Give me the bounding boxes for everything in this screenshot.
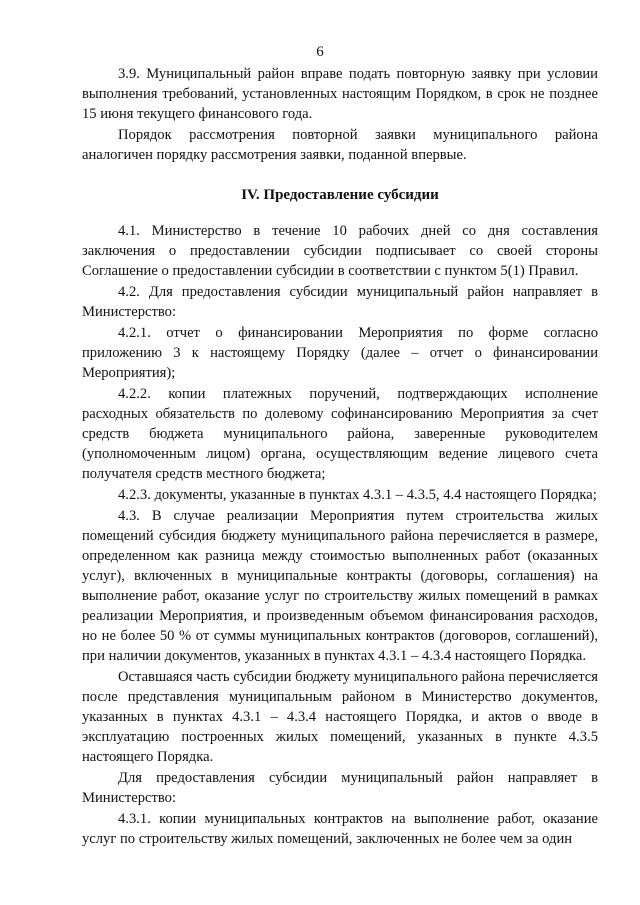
- paragraph-4-2-3: 4.2.3. документы, указанные в пунктах 4.3.1 – 4.3.5, 4.4 настоящего Порядка;: [118, 487, 597, 503]
- section-heading: IV. Предоставление субсидии: [241, 187, 439, 203]
- page-number: 6: [316, 44, 324, 60]
- paragraph-remaining-subsidy: Оставшаяся часть субсидии бюджету муниципального района перечисляется после представления муниципальным районом в Министерство документов, указанных в пунктах 4.3.1 – 4.3.4 настоящего Порядка, и актов о вводе в эксплуатацию построенных жилых помещений, указанных в пункте 4.3.5 настоящего Порядка.: [82, 669, 598, 765]
- paragraph-4-2-2: 4.2.2. копии платежных поручений, подтверждающих исполнение расходных обязательств по долевому софинансированию Мероприятия за счет средств бюджета муниципального района, заверенные руководителем (уполномоченным лицом) органа, осуществляющим ведение лицевого счета получателя средств местного бюджета;: [82, 386, 598, 482]
- paragraph-4-2-1: 4.2.1. отчет о финансировании Мероприятия по форме согласно приложению 3 к настоящему Порядку (далее – отчет о финансировании Мероприятия);: [82, 325, 598, 381]
- paragraph-4-2: 4.2. Для предоставления субсидии муниципальный район направляет в Министерство:: [82, 284, 598, 320]
- paragraph-repeat-application: Порядок рассмотрения повторной заявки муниципального района аналогичен порядку рассмотрения заявки, поданной впервые.: [82, 127, 598, 163]
- paragraph-3-9: 3.9. Муниципальный район вправе подать повторную заявку при условии выполнения требований, установленных настоящим Порядком, в срок не позднее 15 июня текущего финансового года.: [82, 66, 598, 122]
- paragraph-4-1: 4.1. Министерство в течение 10 рабочих дней со дня составления заключения о предоставлении субсидии подписывает со своей стороны Соглашение о предоставлении субсидии в соответствии с пунктом 5(1) Правил.: [82, 223, 598, 279]
- paragraph-4-3: 4.3. В случае реализации Мероприятия путем строительства жилых помещений субсидия бюджету муниципального района перечисляется в размере, определенном как разница между стоимостью выполненных работ (оказанных услуг), включенных в муниципальные контракты (договоры, соглашения) на выполнение работ, оказание услуг по строительству жилых помещений в рамках реализации Мероприятия, и произведенным объемом финансирования расходов, но не более 50 % от суммы муниципальных контрактов (договоров, соглашений), при наличии документов, указанных в пунктах 4.3.1 – 4.3.4 настоящего Порядка.: [82, 508, 598, 664]
- document-body: [82, 64, 598, 849]
- paragraph-4-3-1: 4.3.1. копии муниципальных контрактов на выполнение работ, оказание услуг по строительству жилых помещений, заключенных не более чем за один: [82, 811, 598, 847]
- paragraph-subsidy-documents: Для предоставления субсидии муниципальный район направляет в Министерство:: [82, 770, 598, 806]
